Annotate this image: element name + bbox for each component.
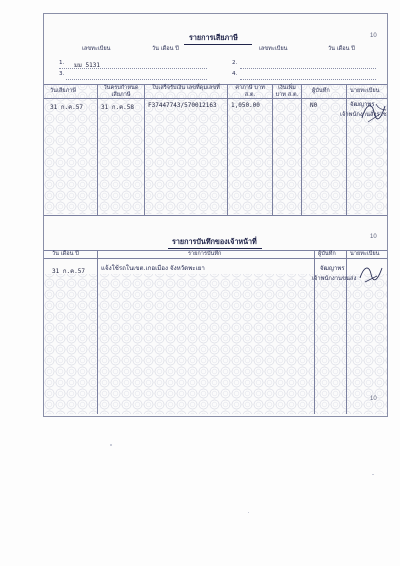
tax-col-header: นายทะเบียน <box>350 88 380 94</box>
tax-col-header: ค่าภาษี บาท ส.ต. <box>235 85 265 98</box>
officer-table-header-bottom <box>44 258 387 259</box>
reg-row-number: 4. <box>232 71 238 77</box>
tax-col-divider <box>97 84 98 215</box>
tax-recorder: N0 <box>310 102 318 109</box>
page-number-top: 10 <box>370 33 377 39</box>
officer-col-header: วัน เดือน ปี <box>52 251 79 257</box>
tax-col-header: ผู้บันทึก <box>312 88 330 94</box>
tax-col-header: วันเสียภาษี <box>50 88 77 94</box>
tax-col-divider <box>272 84 273 215</box>
tax-col-divider <box>301 84 302 215</box>
officer-entry-date: 31 ก.ค.57 <box>52 268 85 275</box>
reg-row-line <box>240 68 376 69</box>
reg-row-line <box>66 79 207 80</box>
tax-table-bottom <box>44 215 387 216</box>
scan-mark <box>372 474 374 475</box>
tax-receipt-number: F37447743/570012163 <box>148 102 217 109</box>
tax-officer-title: เจ้าพนักงานสั่งราช <box>340 112 387 118</box>
tax-col-header: เงินเพิ่ม บาท ส.ต. <box>275 85 299 98</box>
tax-paid-date: 31 ก.ค.57 <box>50 104 83 111</box>
tax-col-divider <box>346 84 347 215</box>
officer-entry-note: แจ้งใช้รถในเขต.เกอเมือง จังหวัดพะเยา <box>101 265 205 272</box>
date-label-right: วัน เดือน ปี <box>328 46 355 52</box>
date-label-left: วัน เดือน ปี <box>152 46 179 52</box>
reg-row-value: มม 5131 <box>74 62 100 69</box>
scan-mark <box>110 444 112 446</box>
page-number-middle: 10 <box>370 234 377 240</box>
officer-col-header: รายการบันทึก <box>188 251 222 257</box>
reg-label-left: เลขทะเบียน <box>82 46 111 52</box>
officer-title-underline <box>168 248 262 249</box>
tax-due-date: 31 ก.ค.58 <box>101 104 134 111</box>
page-number-bottom: 10 <box>370 396 377 402</box>
scan-mark <box>248 512 249 513</box>
tax-col-divider <box>227 84 228 215</box>
tax-registrar-name: จัฒญาพร <box>350 101 375 108</box>
officer-col-header: ผู้บันทึก <box>318 251 336 257</box>
officer-signature <box>357 262 385 288</box>
officer-col-divider <box>346 250 347 414</box>
officer-col-header: นายทะเบียน <box>350 251 380 257</box>
officer-entry-recorder: จัฒญาพร <box>320 265 345 272</box>
registrar-signature <box>358 98 388 128</box>
tax-amount: 1,050.00 <box>231 102 260 109</box>
tax-table-header-bottom <box>44 98 387 99</box>
reg-row-line <box>59 68 207 69</box>
vehicle-tax-form <box>43 13 388 417</box>
officer-col-divider <box>97 250 98 414</box>
officer-col-divider <box>314 250 315 414</box>
tax-col-divider <box>144 84 145 215</box>
officer-section-title: รายการบันทึกของเจ้าหน้าที่ <box>172 237 257 246</box>
tax-col-header: วันครบกำหนดเสียภาษี <box>103 85 139 98</box>
title-underline <box>184 44 252 45</box>
reg-label-right: เลขทะเบียน <box>259 46 288 52</box>
officer-entry-officer: เจ้าพนักงานขนส่ง <box>312 276 357 282</box>
reg-row-number: 2. <box>232 60 238 66</box>
reg-row-number: 1. <box>59 60 65 66</box>
reg-row-number: 3. <box>59 71 65 77</box>
tax-col-header: ใบเสร็จรับเงิน เลขที่ดุมเลขที่ <box>152 85 220 91</box>
tax-section-title: รายการเสียภาษี <box>189 33 238 42</box>
reg-row-line <box>240 79 376 80</box>
